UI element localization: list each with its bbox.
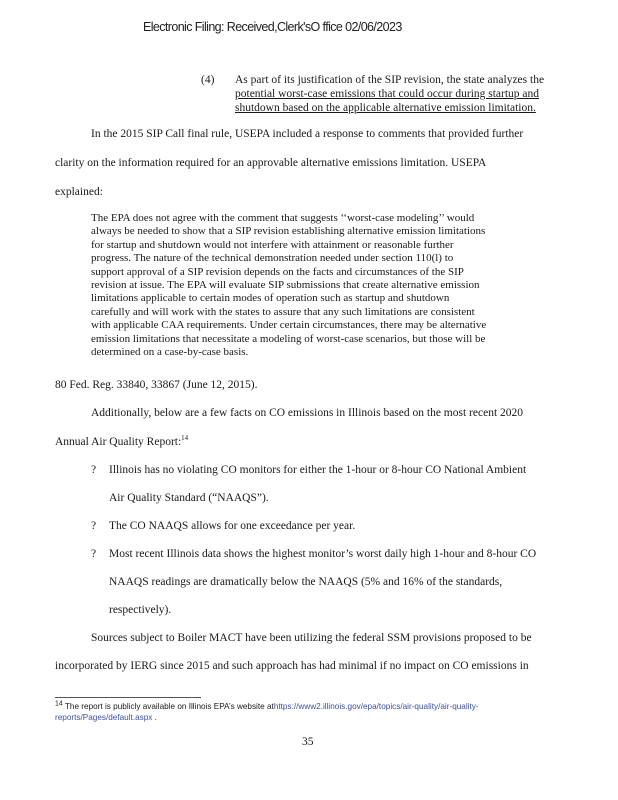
block-quote-line: carefully and will work with the states to assure that any such limitations are consistent — [91, 305, 475, 318]
bullet-marker: ? — [91, 520, 97, 532]
footnote-line-1 — [55, 701, 479, 712]
block-quote-line: for startup and shutdown would not interfere with attainment or reasonable further — [91, 238, 454, 251]
bullet-3-line-2: NAAQS readings are dramatically below the NAAQS (5% and 16% of the standards, — [109, 576, 503, 588]
item-4-line-1: As part of its justification of the SIP revision, the state analyzes the — [235, 74, 545, 86]
block-quote-line: always be needed to show that a SIP revision establishing alternative emission limitations — [91, 225, 486, 238]
block-quote-line: The EPA does not agree with the comment that suggests ‘‘worst-case modeling’’ would — [91, 212, 475, 224]
bullet-marker: ? — [91, 464, 97, 476]
bullet-3-line-3: respectively). — [109, 604, 172, 616]
paragraph-1-line-1: In the 2015 SIP Call final rule, USEPA included a response to comments that provided further — [91, 128, 524, 140]
page-number: 35 — [302, 736, 314, 748]
footnote-ref-14: 14 — [181, 434, 189, 443]
paragraph-2-line-1: Additionally, below are a few facts on CO emissions in Illinois based on the most recent 2020 — [91, 407, 524, 419]
citation: 80 Fed. Reg. 33840, 33867 (June 12, 2015). — [55, 379, 258, 391]
bullet-3-line-1: Most recent Illinois data shows the highest monitor’s worst daily high 1-hour and 8-hour CO — [109, 548, 537, 560]
item-4-marker: (4) — [201, 74, 215, 86]
bullet-marker: ? — [91, 548, 97, 560]
footnote-tail: . — [152, 713, 157, 722]
block-quote-line: with applicable CAA requirements. Under certain circumstances, there may be alternative — [91, 319, 487, 332]
block-quote — [91, 212, 486, 359]
paragraph-2-text: Annual Air Quality Report: — [55, 436, 182, 448]
item-4-line-2: potential worst-case emissions that could occur during startup and — [235, 88, 540, 100]
bullet-1-line-2: Air Quality Standard (“NAAQS”). — [109, 492, 269, 504]
footnote-text: The report is publicly available on Illinois EPA’s website at — [62, 702, 274, 711]
paragraph-3-line-2: incorporated by IERG since 2015 and such approach has had minimal if no impact on CO emissions in — [55, 660, 529, 672]
paragraph-2-line-2 — [55, 435, 188, 449]
bullet-1-line-1: Illinois has no violating CO monitors for either the 1-hour or 8-hour CO National Ambient — [109, 464, 527, 476]
footnote-number: 14 — [55, 700, 63, 708]
block-quote-line: progress. The nature of the technical demonstration needed under section 110(l) to — [91, 252, 454, 265]
block-quote-line: emission limitations that necessitate a modeling of worst-case scenarios, but those will be — [91, 332, 486, 345]
bullet-2-line-1: The CO NAAQS allows for one exceedance per year. — [109, 520, 356, 532]
footnote-line-2 — [55, 712, 157, 723]
block-quote-line: limitations applicable to certain modes of operation such as startup and shutdown — [91, 292, 450, 305]
footnote-link-part-1[interactable]: https://www2.illinois.gov/epa/topics/air-quality/air-quality- — [273, 702, 479, 711]
paragraph-1-line-3: explained: — [55, 186, 103, 198]
paragraph-3-line-1: Sources subject to Boiler MACT have been utilizing the federal SSM provisions proposed to be — [91, 632, 532, 644]
block-quote-line: revision at issue. The EPA will evaluate SIP submissions that create alternative emission — [91, 279, 480, 292]
footnote-link-part-2[interactable]: reports/Pages/default.aspx — [55, 713, 153, 722]
block-quote-line: determined on a case-by-case basis. — [91, 346, 249, 359]
paragraph-1-line-2: clarity on the information required for an approvable alternative emissions limitation. USEPA — [55, 157, 487, 169]
footnote-divider — [55, 697, 201, 698]
block-quote-line: support approval of a SIP revision depends on the facts and circumstances of the SIP — [91, 265, 464, 278]
electronic-filing-header: Electronic Filing: Received,Clerk'sO ffice 02/06/2023 — [143, 20, 402, 34]
item-4-line-3: shutdown based on the applicable alternative emission limitation. — [235, 102, 536, 114]
